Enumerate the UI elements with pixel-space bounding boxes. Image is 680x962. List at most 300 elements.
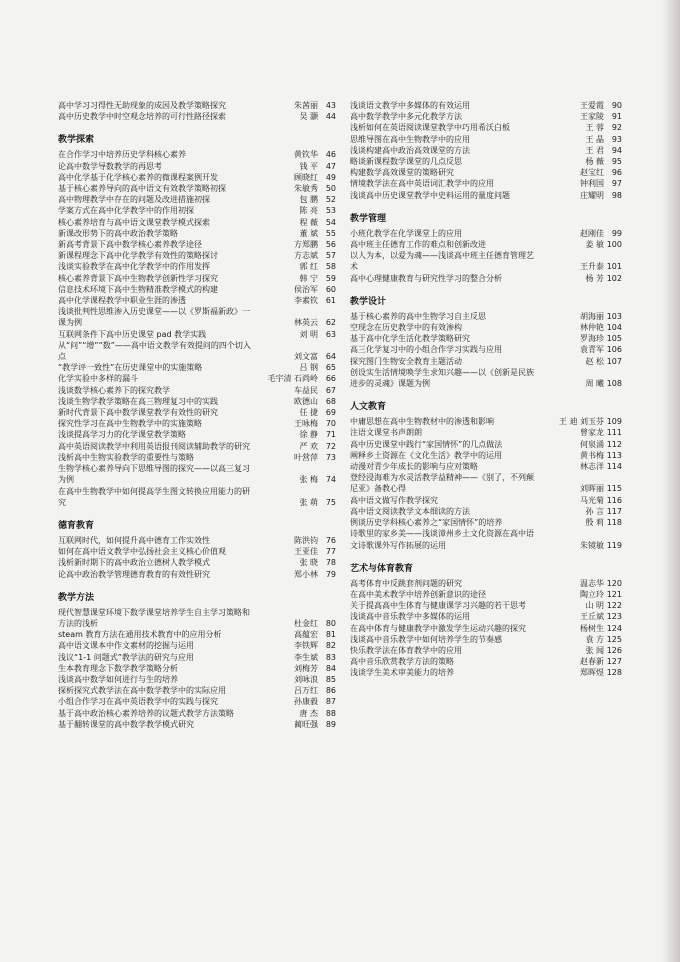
- entry-page: 65: [325, 363, 336, 373]
- entry-author: 唐 杰: [299, 708, 318, 718]
- entry-page: 81: [325, 630, 336, 640]
- entry-page: 82: [325, 641, 336, 651]
- toc-entry: [58, 306, 336, 328]
- entry-page: 127: [606, 657, 622, 667]
- entry-author: 欧德山: [294, 396, 318, 406]
- entry-page: 105: [606, 334, 622, 344]
- entry-author: 吕 钢: [299, 363, 318, 373]
- entry-title: 创设实生活情境唤学生求知兴趣——以《创新是民族进步的灵魂》课题为例: [350, 367, 534, 389]
- entry-author: 陈洪钧: [294, 535, 318, 545]
- entry-title: 高中英语阅读教学中利用英语报刊阅读辅助教学的研究: [58, 441, 250, 451]
- toc-entry: [58, 629, 336, 640]
- toc-entry: [58, 486, 336, 508]
- entry-author: 郭 红: [299, 262, 318, 272]
- entry-page: 57: [325, 251, 336, 261]
- entry-page: 43: [325, 101, 336, 110]
- toc-entry: [350, 190, 622, 201]
- entry-page: 50: [325, 184, 336, 194]
- entry-author: 黄书梅: [580, 450, 604, 460]
- entry-author: 张 萌: [299, 497, 318, 507]
- entry-author: 杨 薇: [585, 157, 604, 167]
- entry-author: 王升泰: [580, 262, 604, 272]
- toc-entry: [350, 178, 622, 189]
- entry-author: 朱镜敏: [580, 540, 604, 550]
- entry-title: 浅谈语文教学中多媒体的有效运用: [350, 101, 470, 110]
- entry-author: 方志斌: [294, 251, 318, 261]
- entry-page: 114: [606, 462, 622, 472]
- toc-entry: [350, 416, 622, 427]
- toc-entry: [350, 228, 622, 239]
- entry-page: 103: [606, 311, 622, 321]
- entry-page: 106: [606, 345, 622, 355]
- entry-page: 46: [325, 150, 336, 160]
- section-heading: 德育教育: [58, 520, 95, 531]
- entry-author: 林仲艳: [580, 323, 604, 333]
- entry-title: 浅谈构建高中政治高效课堂的方法: [350, 145, 470, 155]
- entry-page: 92: [611, 123, 622, 133]
- entry-page: 95: [611, 157, 622, 167]
- entry-author: 王丘斌: [580, 612, 604, 622]
- entry-title: 诗歌里的家乡美——浅谈漳州乡土文化资源在高中语文诗歌课外写作拓展的运用: [350, 529, 534, 550]
- toc-entry: [58, 708, 336, 719]
- entry-title: 构建数学高效课堂的策略研究: [350, 168, 454, 178]
- entry-author: 王 蓉: [585, 123, 604, 133]
- toc-entry: [58, 329, 336, 340]
- entry-page: 120: [606, 578, 622, 588]
- toc-entry: [58, 441, 336, 452]
- entry-author: 黄钦华: [294, 150, 318, 160]
- entry-author: 王 晶: [585, 134, 604, 144]
- entry-author: 杨树生: [580, 623, 604, 633]
- entry-author: 赵 松: [585, 356, 604, 366]
- entry-title: 高中班主任德育工作的难点和创新改进: [350, 240, 486, 250]
- toc-entry: [58, 362, 336, 373]
- entry-page: 76: [325, 535, 336, 545]
- entry-author: 程 薇: [299, 217, 318, 227]
- toc-entry: [350, 634, 622, 645]
- section-heading: 教学方法: [58, 592, 95, 603]
- entry-author: 林英云: [294, 318, 318, 328]
- entry-author: 车益民: [294, 385, 318, 395]
- entry-author: 王亚佳: [294, 547, 318, 557]
- toc-entry: [58, 273, 336, 284]
- entry-title: 浅谈高中数学如何进行与生的培养: [58, 674, 178, 684]
- entry-author: 高蕴宏: [294, 630, 318, 640]
- section-heading: 教学设计: [350, 296, 387, 307]
- toc-entry: [350, 589, 622, 600]
- toc-entry: [350, 333, 622, 344]
- entry-author: 叶营萍: [294, 452, 318, 462]
- toc-entry: [58, 250, 336, 261]
- entry-title: 现代智慧课堂环境下数学课堂培养学生自主学习策略和方法的浅析: [58, 607, 250, 628]
- section-heading: 教学管理: [350, 213, 387, 224]
- entry-title: 基于核心素养的高中生物学习自主反思: [350, 311, 486, 321]
- entry-page: 84: [325, 663, 336, 673]
- entry-author: 王爱霞: [580, 101, 604, 110]
- entry-title: 浅谈批判性思维渗入历史课堂——以《罗斯福新政》一课为例: [58, 307, 250, 328]
- entry-author: 顾晓红: [294, 172, 318, 182]
- toc-entry: [350, 239, 622, 250]
- entry-title: 高中学习习得性无助现象的成因及教学策略探究: [58, 101, 226, 110]
- entry-title: 高中语文做写作教学探究: [350, 495, 438, 505]
- entry-title: 生物学核心素养导向下思维导图的探究——以高三复习为例: [58, 464, 250, 485]
- entry-title: 阐释乡土资源在《文化生活》教学中的运用: [350, 450, 502, 460]
- toc-entry: [350, 461, 622, 472]
- entry-title: 高中语文课本中作文素材的挖掘与运用: [58, 641, 194, 651]
- entry-title: 论高中政治教学管理德育教育的有效性研究: [58, 569, 210, 579]
- toc-entry: [350, 472, 622, 494]
- left-column: [58, 100, 336, 730]
- entry-page: 68: [325, 396, 336, 406]
- entry-page: 111: [606, 428, 622, 438]
- entry-page: 66: [325, 374, 336, 384]
- entry-page: 121: [606, 589, 622, 599]
- entry-title: 高中化学基于化学核心素养的微课程案例开发: [58, 172, 218, 182]
- toc-entry: [58, 295, 336, 306]
- toc-entry: [58, 161, 336, 172]
- entry-title: 注语文课堂书声朗朗: [350, 428, 422, 438]
- toc-entry: [350, 611, 622, 622]
- entry-page: 80: [325, 618, 336, 628]
- entry-title: 浅议“1-1 问题式”教学法的研究与应用: [58, 652, 194, 662]
- entry-author: 陶立玲: [580, 589, 604, 599]
- entry-author: 朱敏秀: [294, 184, 318, 194]
- entry-page: 74: [325, 475, 336, 485]
- entry-title: 在高中体育与健康教学中激发学生运动兴趣的探究: [350, 623, 526, 633]
- entry-page: 77: [325, 547, 336, 557]
- entry-author: 侯治军: [294, 284, 318, 294]
- toc-entry: [350, 273, 622, 284]
- entry-author: 李生斌: [294, 652, 318, 662]
- entry-title: 如何在高中语文教学中弘扬社会主义核心价值观: [58, 547, 226, 557]
- entry-page: 54: [325, 217, 336, 227]
- entry-title: 在高中生物教学中如何提高学生图文转换应用能力的研究: [58, 486, 250, 507]
- entry-title: 化学实验中多样的漏斗: [58, 374, 138, 384]
- entry-title: 基于翻转课堂的高中数学教学模式研究: [58, 719, 194, 729]
- entry-author: 刘咏浪: [294, 674, 318, 684]
- entry-page: 83: [325, 652, 336, 662]
- toc-entry: [58, 463, 336, 485]
- entry-author: 吴 灏: [299, 112, 318, 122]
- entry-page: 102: [606, 273, 622, 283]
- entry-title: 浅谈高中音乐教学中多媒体的运用: [350, 612, 470, 622]
- entry-author: 罗海珍: [580, 334, 604, 344]
- entry-title: 互联网时代，如何提升高中德育工作实效性: [58, 535, 210, 545]
- entry-title: steam 教育方法在通用技术教育中的应用分析: [58, 630, 222, 640]
- entry-title: 核心素养培育与高中语文课堂教学模式探索: [58, 217, 210, 227]
- entry-title: 新时代背景下高中数学课堂教学有效性的研究: [58, 408, 218, 418]
- entry-page: 53: [325, 206, 336, 216]
- entry-author: 郑小林: [294, 569, 318, 579]
- entry-author: 姜 敏: [585, 240, 604, 250]
- toc-entry: [350, 656, 622, 667]
- entry-author: 赵宝红: [580, 168, 604, 178]
- entry-page: 107: [606, 356, 622, 366]
- toc-entry: [58, 100, 336, 111]
- entry-title: 高中数学教学中多元化教学方法: [350, 112, 462, 122]
- toc-entry: [58, 452, 336, 463]
- entry-title: 论高中数学导数教学的再思考: [58, 161, 162, 171]
- toc-entry: [58, 607, 336, 629]
- toc-entry: [350, 439, 622, 450]
- entry-page: 88: [325, 708, 336, 718]
- entry-author: 杨 芳: [585, 273, 604, 283]
- entry-page: 55: [325, 228, 336, 238]
- entry-title: 略谈新课程数学课堂的几点反思: [350, 157, 462, 167]
- entry-page: 78: [325, 558, 336, 568]
- entry-title: 例谈历史学科核心素养之“家国情怀”的培养: [350, 518, 503, 528]
- entry-title: 高中物理教学中存在的问题及改进措施初探: [58, 195, 210, 205]
- toc-entry: [58, 407, 336, 418]
- toc-entry: [350, 156, 622, 167]
- entry-author: 杜金红: [294, 618, 318, 628]
- entry-title: 新课改形势下的高中政治教学策略: [58, 228, 178, 238]
- toc-entry: [58, 228, 336, 239]
- entry-author: 刘梅芳: [294, 663, 318, 673]
- toc-entry: [350, 145, 622, 156]
- entry-author: 王 迪 刘玉芬: [558, 417, 604, 427]
- toc-entry: [58, 685, 336, 696]
- entry-title: 快乐教学法在体育教学中的应用: [350, 645, 462, 655]
- toc-entry: [350, 167, 622, 178]
- entry-page: 113: [606, 450, 622, 460]
- toc-entry: [350, 100, 622, 111]
- entry-title: 登经浸海难为水灵活教学益精神——《别了，不列颠尼亚》备教心得: [350, 473, 534, 494]
- entry-title: 关于提高高中生体育与健康课学习兴趣的若干思考: [350, 601, 526, 611]
- toc-entry: [58, 385, 336, 396]
- entry-page: 116: [606, 495, 622, 505]
- entry-title: 信息技术环境下高中生物精准教学模式的构建: [58, 284, 218, 294]
- entry-page: 119: [606, 540, 622, 550]
- entry-page: 72: [325, 441, 336, 451]
- entry-title: 小班化教学在化学课堂上的应用: [350, 228, 462, 238]
- entry-page: 47: [325, 161, 336, 171]
- toc-entry: [58, 284, 336, 295]
- entry-title: 核心素养背景下高中生物教学创新性学习探究: [58, 273, 218, 283]
- entry-page: 67: [325, 385, 336, 395]
- toc-entry: [58, 183, 336, 194]
- toc-entry: [350, 322, 622, 333]
- toc-entry: [350, 623, 622, 634]
- entry-page: 99: [611, 228, 622, 238]
- entry-page: 58: [325, 262, 336, 272]
- section-heading: 人文教育: [350, 402, 387, 413]
- entry-page: 100: [606, 240, 622, 250]
- entry-author: 张 晓: [299, 558, 318, 568]
- entry-title: 高中历史教学中时空观念培养的可行性路径探索: [58, 112, 226, 122]
- section-heading: 艺术与体育教育: [350, 563, 414, 574]
- entry-author: 周 曦: [585, 379, 604, 389]
- toc-entry: [350, 450, 622, 461]
- entry-author: 钱 平: [299, 161, 318, 171]
- toc-entry: [350, 250, 622, 272]
- toc-entry: [350, 645, 622, 656]
- entry-page: 96: [611, 168, 622, 178]
- toc-entry: [350, 578, 622, 589]
- entry-author: 李素钦: [294, 296, 318, 306]
- entry-title: 在高中美术教学中培养创新意识的途径: [350, 589, 486, 599]
- toc-entry: [58, 149, 336, 160]
- toc-entry: [58, 696, 336, 707]
- entry-page: 94: [611, 145, 622, 155]
- entry-author: 刘文富: [294, 352, 318, 362]
- entry-page: 61: [325, 296, 336, 306]
- toc-entry: [350, 506, 622, 517]
- entry-author: 温志华: [580, 578, 604, 588]
- entry-page: 62: [325, 318, 336, 328]
- toc-entry: [58, 239, 336, 250]
- toc-entry: [350, 344, 622, 355]
- entry-title: 在合作学习中培养历史学科核心素养: [58, 150, 186, 160]
- entry-author: 韩 宁: [299, 273, 318, 283]
- entry-title: 浅谈提高学习力的化学课堂教学策略: [58, 430, 186, 440]
- toc-entry: [58, 418, 336, 429]
- entry-page: 90: [611, 101, 622, 110]
- entry-page: 91: [611, 112, 622, 122]
- entry-page: 93: [611, 134, 622, 144]
- toc-entry: [58, 261, 336, 272]
- entry-title: “教学评一致性”在历史课堂中的实施策略: [58, 363, 203, 373]
- toc-entry: [58, 373, 336, 384]
- entry-page: 56: [325, 240, 336, 250]
- entry-title: 思维导图在高中生物教学中的应用: [350, 134, 470, 144]
- entry-title: 以人为本，以爱为魂——浅谈高中班主任德育管理艺术: [350, 251, 534, 272]
- toc-entry: [58, 569, 336, 580]
- toc-entry: [350, 495, 622, 506]
- entry-title: 小组合作学习在高中英语教学中的实践与探究: [58, 697, 218, 707]
- entry-page: 108: [606, 379, 622, 389]
- toc-entry: [350, 517, 622, 528]
- entry-author: 王家陵: [580, 112, 604, 122]
- entry-page: 85: [325, 674, 336, 684]
- toc-entry: [58, 217, 336, 228]
- entry-title: 高考体育中反跳套剂问题的研究: [350, 578, 462, 588]
- entry-author: 郑晖煜: [580, 668, 604, 678]
- entry-title: 互联网条件下高中历史课堂 pad 教学实践: [58, 329, 207, 339]
- toc-entry: [58, 205, 336, 216]
- entry-author: 王咏梅: [294, 419, 318, 429]
- entry-title: 基于核心素养导向的高中语文有效教学策略初探: [58, 184, 226, 194]
- entry-title: 中庸思想在高中生物教材中的渗透和影响: [350, 417, 494, 427]
- entry-author: 孙 言: [585, 506, 604, 516]
- entry-page: 73: [325, 452, 336, 462]
- entry-page: 97: [611, 179, 622, 189]
- entry-title: 动漫对青少年成长的影响与应对策略: [350, 462, 478, 472]
- entry-author: 张 梅: [299, 475, 318, 485]
- entry-author: 蔺旺强: [294, 719, 318, 729]
- entry-author: 山 明: [585, 601, 604, 611]
- entry-page: 123: [606, 612, 622, 622]
- entry-author: 何泉涌: [580, 439, 604, 449]
- entry-title: 高三化学复习中的小组合作学习实践与应用: [350, 345, 502, 355]
- entry-title: 空现念在历史教学中的有效渗构: [350, 323, 462, 333]
- entry-title: 生本教育理念下数学教学策略分析: [58, 663, 178, 673]
- toc-entry: [350, 600, 622, 611]
- entry-title: 探析探究式教学法在高中数学教学中的实际应用: [58, 686, 226, 696]
- entry-page: 126: [606, 645, 622, 655]
- toc-entry: [350, 427, 622, 438]
- entry-author: 徐 静: [299, 430, 318, 440]
- entry-page: 52: [325, 195, 336, 205]
- toc-entry: [58, 652, 336, 663]
- entry-author: 董 斌: [299, 228, 318, 238]
- entry-title: 高中历史课堂中践行“家国情怀”的几点做法: [350, 439, 503, 449]
- entry-page: 124: [606, 623, 622, 633]
- toc-entry: [350, 134, 622, 145]
- entry-page: 49: [325, 172, 336, 182]
- entry-page: 86: [325, 686, 336, 696]
- entry-author: 孙康毅: [294, 697, 318, 707]
- entry-title: 探究性学习在高中生物教学中的实施策略: [58, 419, 202, 429]
- entry-author: 任 捷: [299, 408, 318, 418]
- entry-title: 浅谈实验教学在高中化学教学中的作用发挥: [58, 262, 210, 272]
- entry-title: 从“问”“增”“数”——高中语文教学有效提问的四个切入点: [58, 340, 251, 362]
- entry-title: 学案方式在高中化学教学中的作用初探: [58, 206, 194, 216]
- entry-author: 陈 亮: [299, 206, 318, 216]
- entry-page: 59: [325, 273, 336, 283]
- entry-title: 新高考背景下高中数学核心素养教学途径: [58, 240, 202, 250]
- entry-author: 赵春新: [580, 657, 604, 667]
- entry-page: 71: [325, 430, 336, 440]
- entry-author: 马光菊: [580, 495, 604, 505]
- toc-entry: [350, 528, 622, 550]
- entry-title: 基于高中政治核心素养培养的议题式教学方法策略: [58, 708, 234, 718]
- entry-author: 庄耀明: [580, 190, 604, 200]
- entry-title: 高中语文阅读教学文本细读的方法: [350, 506, 470, 516]
- toc-entry: [58, 429, 336, 440]
- entry-author: 方郑鹏: [294, 240, 318, 250]
- entry-page: 75: [325, 497, 336, 507]
- entry-title: 浅谈高中历史课堂教学中史料运用的量度问题: [350, 190, 510, 200]
- toc-entry: [58, 111, 336, 122]
- toc-entry: [350, 311, 622, 322]
- entry-title: 基于高中化学生活化教学策略研究: [350, 334, 470, 344]
- entry-page: 60: [325, 284, 336, 294]
- entry-title: 浅谈高中音乐教学中如何培养学生的节奏感: [350, 634, 502, 644]
- toc-entry: [58, 396, 336, 407]
- entry-title: 新课程理念下高中化学教学有效性的策略探讨: [58, 251, 218, 261]
- entry-author: 李铁辉: [294, 641, 318, 651]
- page-spine-shadow: [662, 0, 680, 962]
- entry-page: 70: [325, 419, 336, 429]
- entry-page: 115: [606, 484, 622, 494]
- entry-author: 赵刚佳: [580, 228, 604, 238]
- entry-page: 63: [325, 329, 336, 339]
- entry-page: 89: [325, 719, 336, 729]
- entry-page: 125: [606, 634, 622, 644]
- entry-page: 69: [325, 408, 336, 418]
- entry-author: 曾家龙: [580, 428, 604, 438]
- entry-page: 104: [606, 323, 622, 333]
- entry-author: 张 闻: [585, 645, 604, 655]
- entry-page: 117: [606, 506, 622, 516]
- toc-entry: [58, 663, 336, 674]
- toc-entry: [58, 674, 336, 685]
- entry-author: 包 鹏: [299, 195, 318, 205]
- entry-author: 刘晖丽: [580, 484, 604, 494]
- entry-page: 122: [606, 601, 622, 611]
- toc-entry: [58, 535, 336, 546]
- entry-author: 朱茜丽: [294, 101, 318, 110]
- entry-title: 浅析高中生物实验教学的重要性与策略: [58, 452, 194, 462]
- entry-title: 浅谈生物学教学策略在高三物理复习中的实践: [58, 396, 218, 406]
- entry-title: 探究图门生物安全教育主题活动: [350, 356, 462, 366]
- entry-title: 浅析如何在英语阅读课堂教学中巧用希沃白板: [350, 123, 510, 133]
- entry-author: 钟利国: [580, 179, 604, 189]
- toc-entry: [58, 719, 336, 730]
- entry-author: 毛宇清 石尚岭: [267, 374, 318, 384]
- entry-page: 118: [606, 518, 622, 528]
